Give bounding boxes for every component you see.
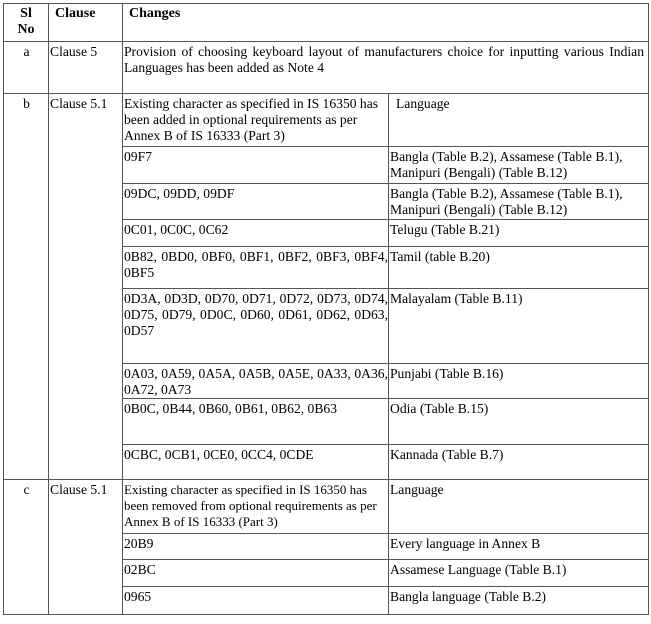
header-changes: Changes [123,4,649,42]
row-c-description: Existing character as specified in IS 16350 has been removed from optional requirements as per Annex B of IS 16333 (Part 3) [123,480,389,534]
row-c-chars: 0965 [123,587,389,615]
row-b-chars: 0C01, 0C0C, 0C62 [123,220,389,247]
row-a-change: Provision of choosing keyboard layout of manufacturers choice for inputting various Indian Languages has been added as Note 4 [123,42,649,94]
row-b-language: Odia (Table B.15) [389,399,649,445]
row-b-chars: 09F7 [123,147,389,184]
row-b-chars: 0B0C, 0B44, 0B60, 0B61, 0B62, 0B63 [123,399,389,445]
row-b-language: Malayalam (Table B.11) [389,289,649,364]
row-b-chars: 09DC, 09DD, 09DF [123,184,389,220]
row-b-language: Telugu (Table B.21) [389,220,649,247]
row-b-description: Existing character as specified in IS 16350 has been added in optional requirements as per Annex B of IS 16333 (Part 3) [123,94,389,147]
row-b-clause: Clause 5.1 [49,94,123,480]
table-row [4,94,649,147]
row-b-chars: 0B82, 0BD0, 0BF0, 0BF1, 0BF2, 0BF3, 0BF4, 0BF5 [123,247,389,289]
header-sl-no [4,4,49,42]
row-b-language-header: Language [389,94,649,147]
header-clause: Clause [49,4,123,42]
row-b-chars: 0A03, 0A59, 0A5A, 0A5B, 0A5E, 0A33, 0A36, 0A72, 0A73 [123,364,389,399]
row-c-clause: Clause 5.1 [49,480,123,615]
row-c-language-header: Language [389,480,649,534]
row-c-chars: 02BC [123,560,389,587]
row-c-language: Assamese Language (Table B.1) [389,560,649,587]
table-row [4,42,649,94]
row-a-clause: Clause 5 [49,42,123,94]
row-c-language: Every language in Annex B [389,534,649,560]
row-b-language: Punjabi (Table B.16) [389,364,649,399]
row-b-chars: 0CBC, 0CB1, 0CE0, 0CC4, 0CDE [123,445,389,480]
row-c-language: Bangla language (Table B.2) [389,587,649,615]
row-b-language: Bangla (Table B.2), Assamese (Table B.1), Manipuri (Bengali) (Table B.12) [389,147,649,184]
row-b-sl: b [4,94,49,480]
row-b-language: Kannada (Table B.7) [389,445,649,480]
row-c-chars: 20B9 [123,534,389,560]
row-c-sl: c [4,480,49,615]
row-b-language: Tamil (table B.20) [389,247,649,289]
table-row [4,480,649,534]
header-row [4,4,649,42]
row-b-chars: 0D3A, 0D3D, 0D70, 0D71, 0D72, 0D73, 0D74, 0D75, 0D79, 0D0C, 0D60, 0D61, 0D62, 0D63, 0D57 [123,289,389,364]
row-b-language: Bangla (Table B.2), Assamese (Table B.1), Manipuri (Bengali) (Table B.12) [389,184,649,220]
changes-table [3,3,649,615]
header-sl-no-text: Sl No [17,6,35,37]
row-a-sl: a [4,42,49,94]
